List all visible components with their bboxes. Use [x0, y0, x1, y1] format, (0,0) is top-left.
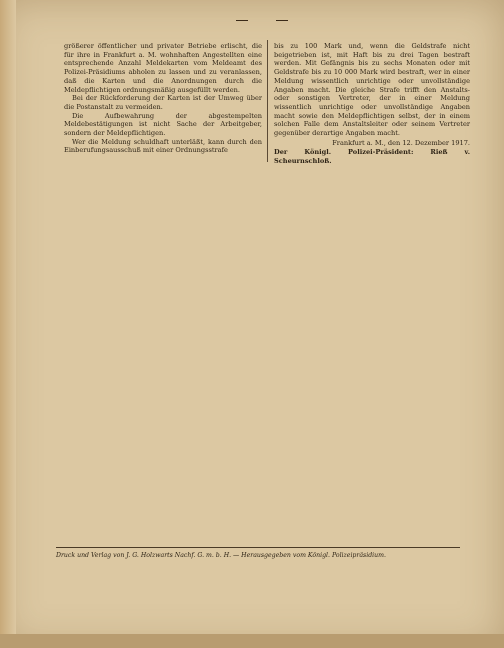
page-header-dashes [236, 20, 296, 24]
left-paragraph-3: Die Aufbewahrung der abgestempelten Meldebestätigungen ist nicht Sache der Arbeitgeber, sondern der Meldepflichtigen. [64, 111, 262, 138]
page-bottom-edge [0, 634, 504, 648]
page-binding-edge [0, 0, 16, 648]
signature-line: Der Königl. Polizei-Präsident: Rieß v. Scheurnschloß. [274, 148, 470, 166]
left-paragraph-1: größerer öffentlicher und privater Betriebe erlischt, die für ihre in Frankfurt a. M. wohnhaften Angestellten eine entsprechende Anzahl Meldekarten vom Meldeamt des Polizei-Präsidiums abholen zu lassen und zu veranlassen, daß die Karten und die Anordnungen durch die Meldepflichtigen ordnungsmäßig ausgefüllt werden. [64, 42, 262, 94]
column-divider [267, 40, 268, 162]
left-paragraph-4: Wer die Meldung schuldhaft unterläßt, kann durch den Einberufungsausschuß mit einer Ordnungsstrafe [64, 137, 262, 155]
footer-rule [56, 547, 460, 548]
left-text-column [64, 42, 262, 155]
date-line: Frankfurt a. M., den 12. Dezember 1917. [332, 138, 470, 147]
right-paragraph-1: bis zu 100 Mark und, wenn die Geldstrafe nicht beigetrieben ist, mit Haft bis zu drei Tagen bestraft werden. Mit Gefängnis bis zu sechs Monaten oder mit Geldstrafe bis zu 10 000 Mark wird bestraft, wer in einer Meldung wissentlich unrichtige oder unvollständige Angaben macht. Die gleiche Strafe trifft den Anstalts- oder sonstigen Vertreter, der in einer Meldung wissentlich unrichtige oder unvollständige Angaben macht sowie den Meldepflichtigen selbst, der in einem solchen Falle dem Anstaltsleiter oder seinem Vertreter gegenüber derartige Angaben macht. [274, 42, 470, 138]
imprint-footer: Druck und Verlag von J. G. Holzwarts Nachf. G. m. b. H. — Herausgegeben vom Königl. Polizeipräsidium. [56, 552, 386, 559]
left-paragraph-2: Bei der Rückforderung der Karten ist der Umweg über die Postanstalt zu vermeiden. [64, 94, 262, 111]
right-text-column [274, 42, 470, 166]
